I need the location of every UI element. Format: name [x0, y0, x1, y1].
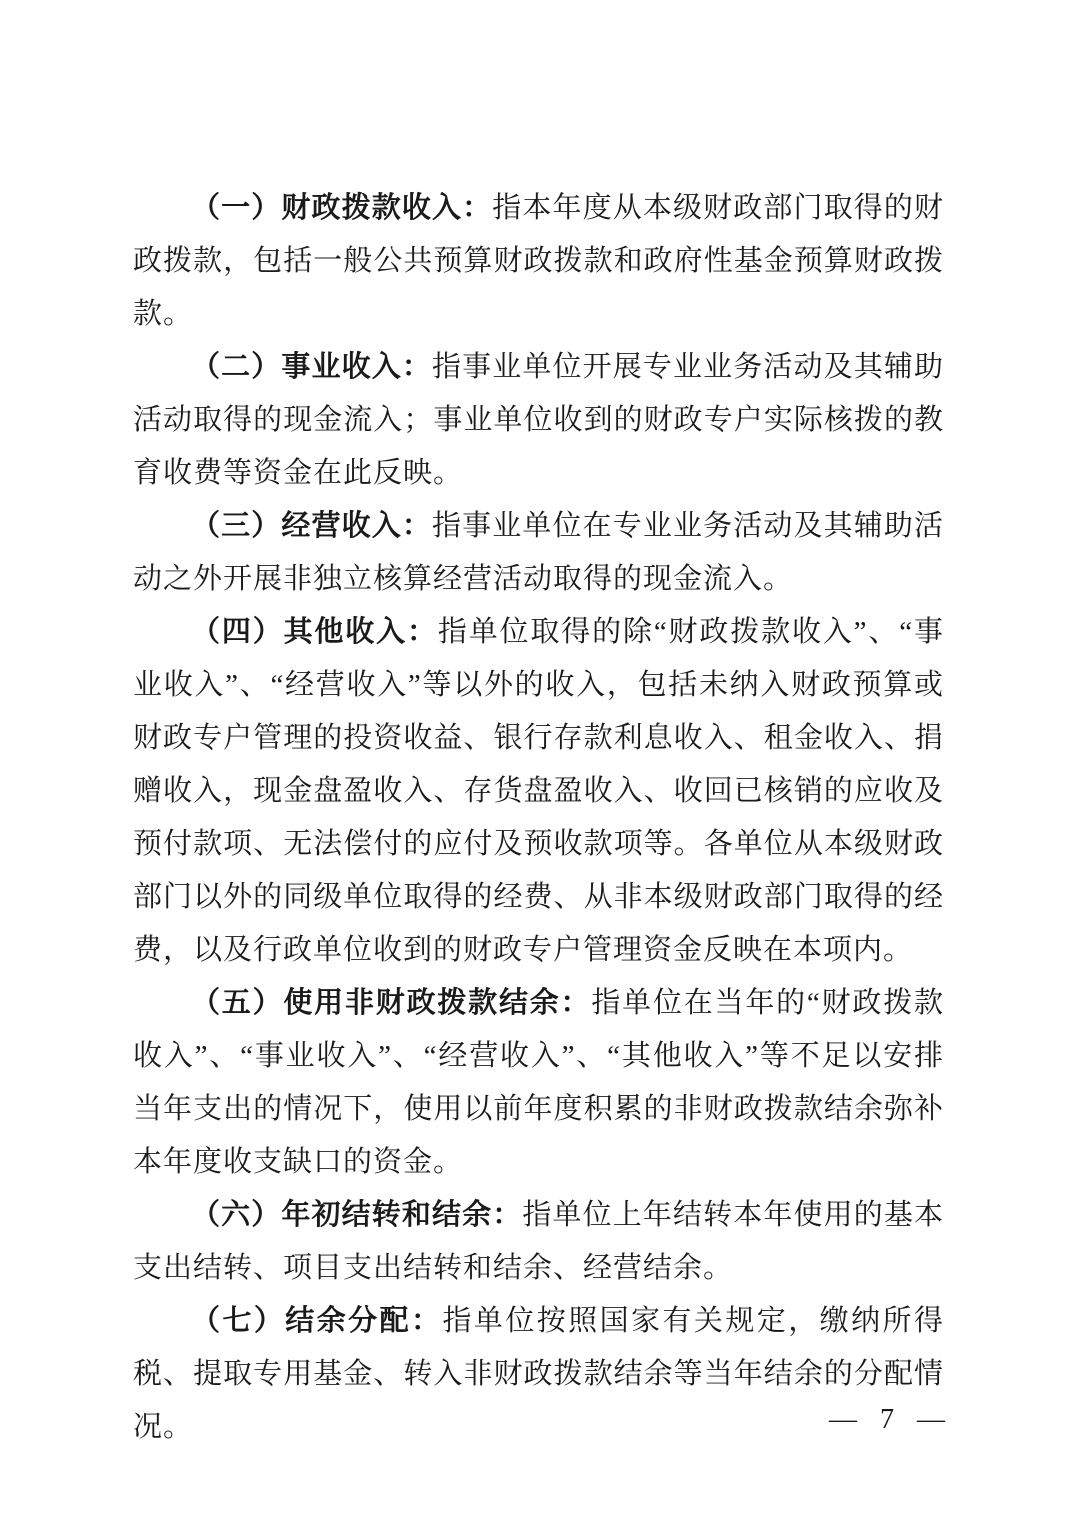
- term-shiyong-feicaizheng-bokuan-jieyu: （五）使用非财政拨款结余：: [191, 987, 592, 1019]
- paragraph-5-body: 指单位在当年的“财政拨款收入”、“事业收入”、“经营收入”、“其他收入”等不足以安排当年支出的情况下，使用以前年度积累的非财政拨款结余弥补本年度收支缺口的资金。: [133, 987, 944, 1178]
- term-jieyu-fenpei: （七）结余分配：: [191, 1305, 443, 1337]
- page-number: — 7 —: [829, 1404, 953, 1435]
- term-nianchu-jiezhuan-he-jieyu: （六）年初结转和结余：: [191, 1199, 523, 1231]
- paragraph-7: [133, 1295, 944, 1454]
- paragraph-2: [133, 341, 944, 500]
- paragraph-1: [133, 182, 944, 341]
- paragraph-3-body: 指事业单位在专业业务活动及其辅助活动之外开展非独立核算经营活动取得的现金流入。: [133, 510, 944, 595]
- paragraph-6: [133, 1189, 944, 1295]
- paragraph-7-body: 指单位按照国家有关规定，缴纳所得税、提取专用基金、转入非财政拨款结余等当年结余的分配情况。: [133, 1305, 944, 1443]
- term-caizheng-bokuan-shouru: （一）财政拨款收入：: [191, 192, 493, 224]
- term-qita-shouru: （四）其他收入：: [191, 616, 438, 648]
- term-jingying-shouru: （三）经营收入：: [191, 510, 432, 542]
- paragraph-6-body: 指单位上年结转本年使用的基本支出结转、项目支出结转和结余、经营结余。: [133, 1199, 944, 1284]
- term-shiye-shouru: （二）事业收入：: [191, 351, 432, 383]
- paragraph-1-body: 指本年度从本级财政部门取得的财政拨款，包括一般公共预算财政拨款和政府性基金预算财政拨款。: [133, 192, 944, 330]
- paragraph-4: [133, 606, 944, 977]
- paragraph-4-body: 指单位取得的除“财政拨款收入”、“事业收入”、“经营收入”等以外的收入，包括未纳入财政预算或财政专户管理的投资收益、银行存款利息收入、租金收入、捐赠收入，现金盘盈收入、存货盘盈收入、收回已核销的应收及预付款项、无法偿付的应付及预收款项等。各单位从本级财政部门以外的同级单位取得的经费、从非本级财政部门取得的经费，以及行政单位收到的财政专户管理资金反映在本项内。: [133, 616, 944, 966]
- paragraph-3: [133, 500, 944, 606]
- document-body: [133, 182, 944, 1454]
- paragraph-2-body: 指事业单位开展专业业务活动及其辅助活动取得的现金流入；事业单位收到的财政专户实际核拨的教育收费等资金在此反映。: [133, 351, 944, 489]
- paragraph-5: [133, 977, 944, 1189]
